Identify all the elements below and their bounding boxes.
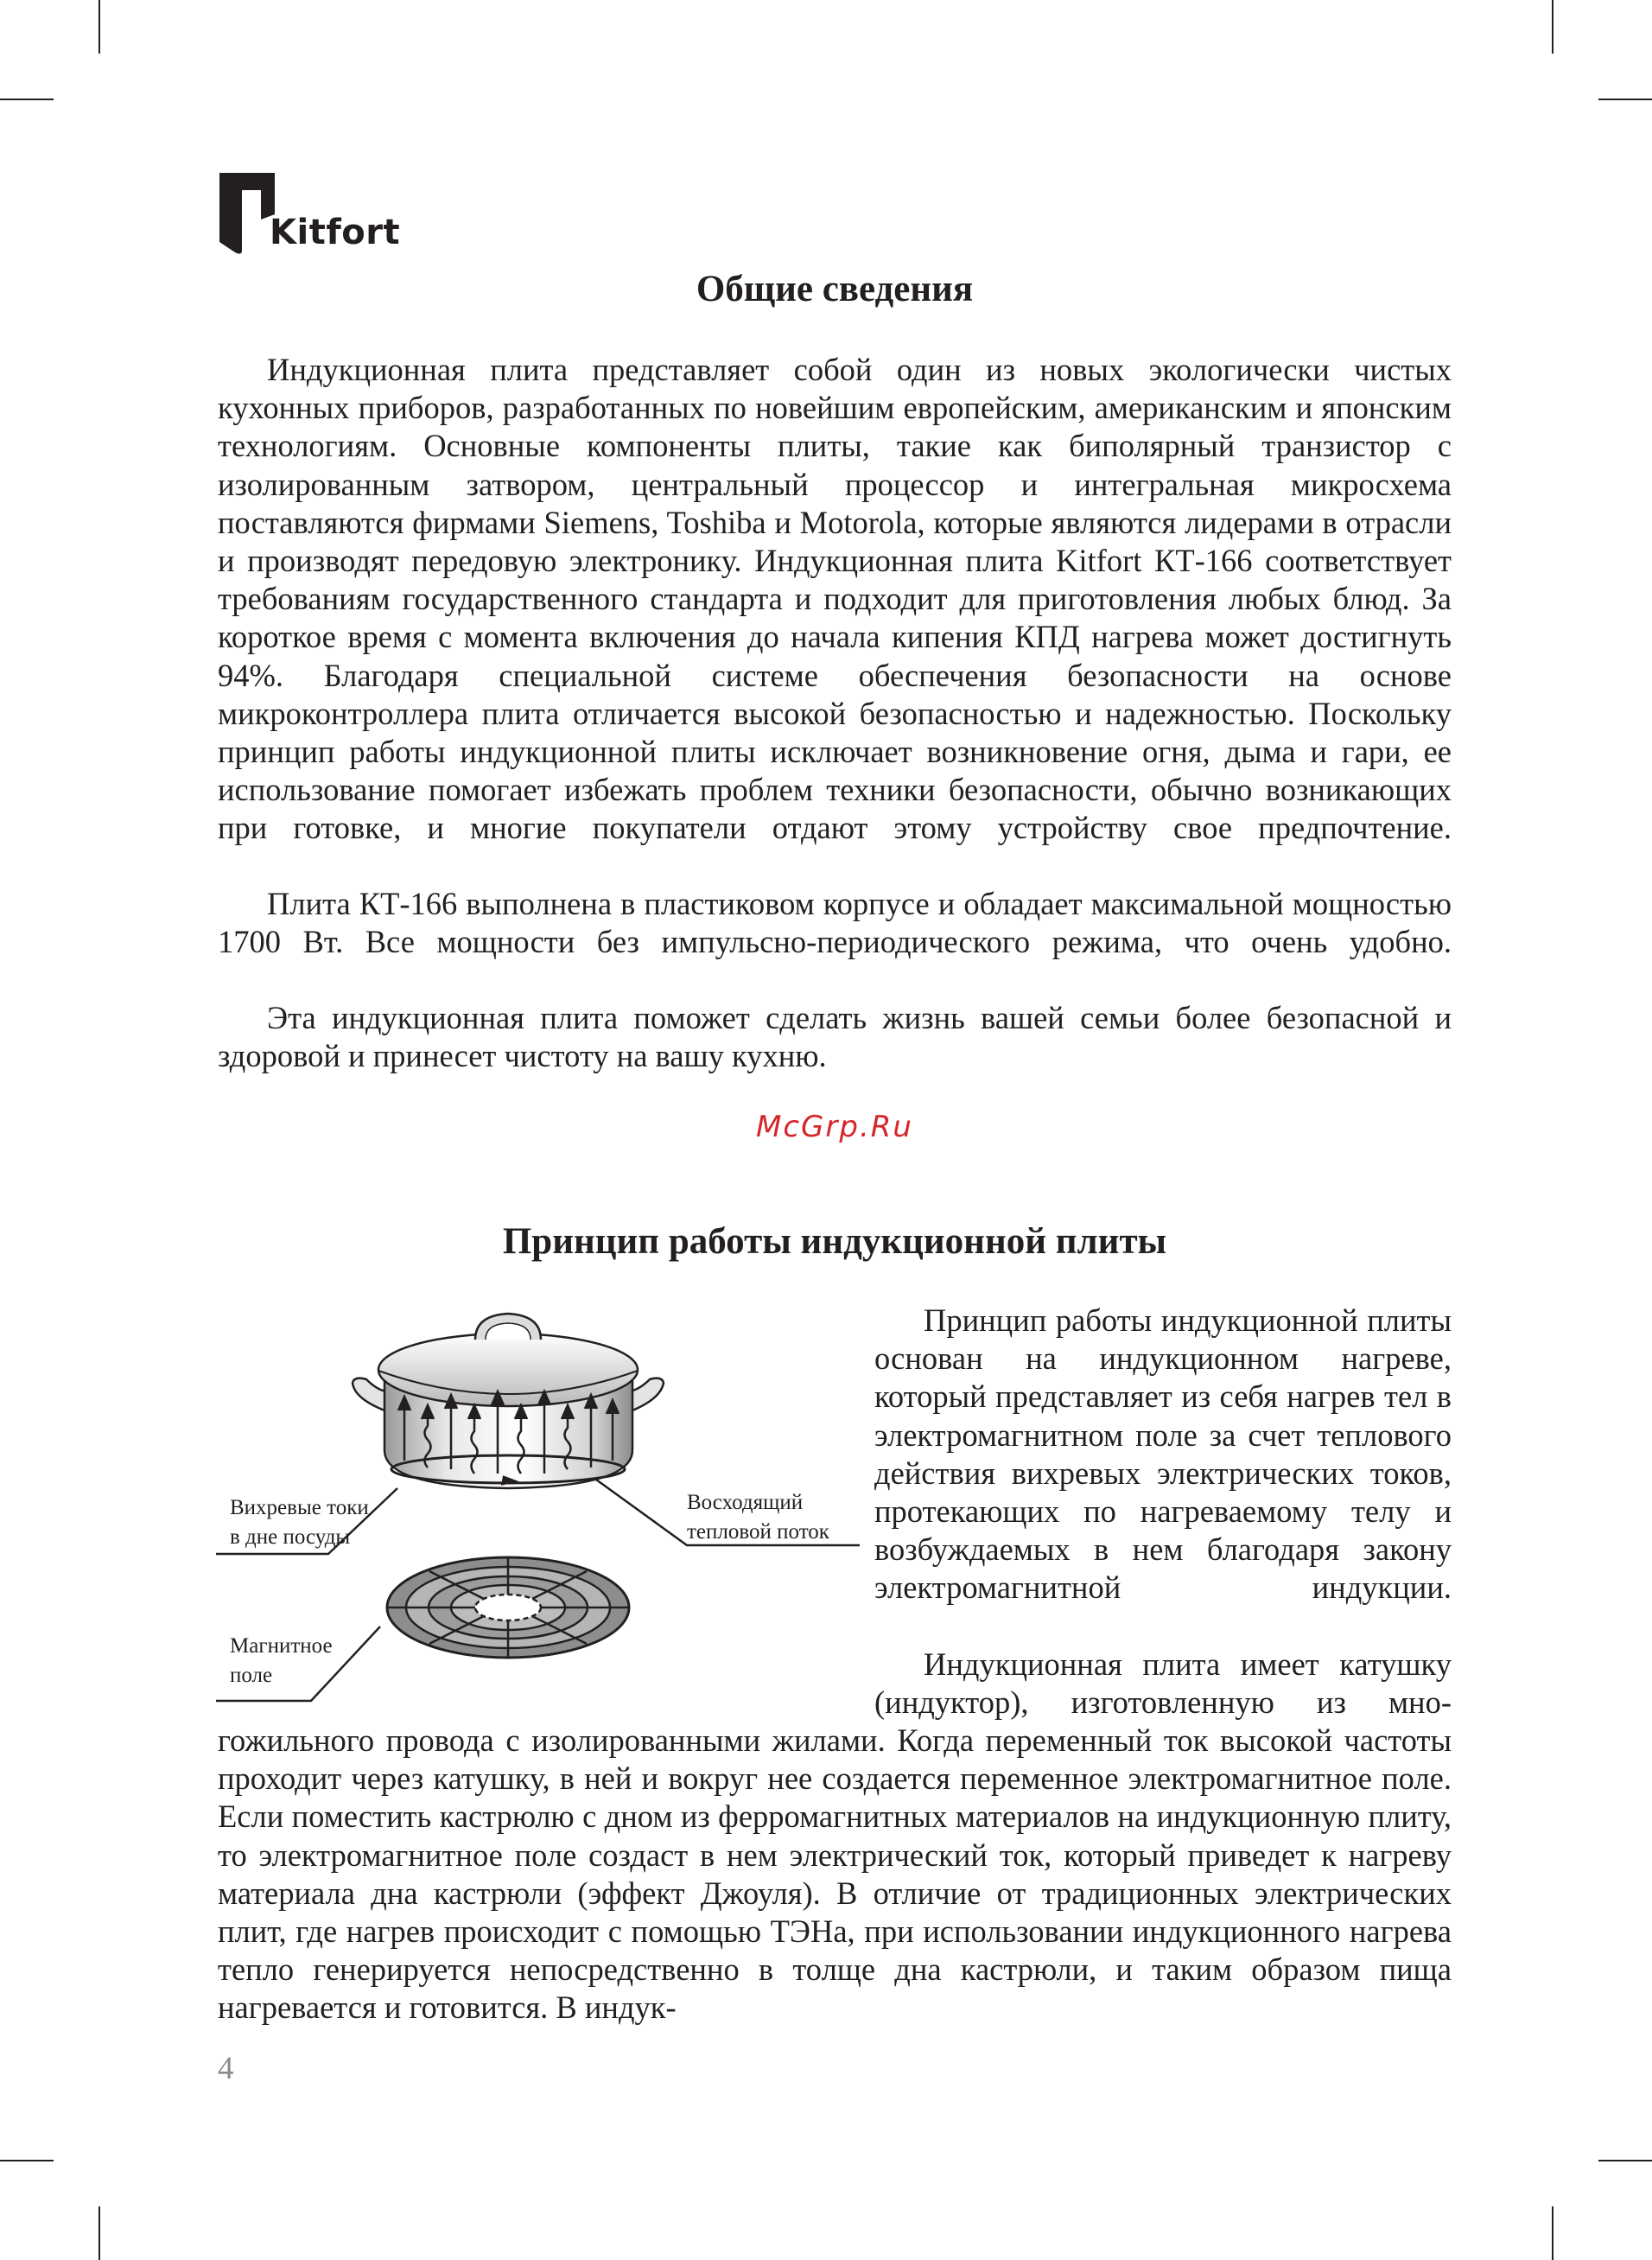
crop-mark bbox=[0, 99, 54, 100]
watermark: McGrp.Ru bbox=[756, 1110, 913, 1144]
figure-label-eddy-1: Вихревые токи bbox=[230, 1496, 369, 1519]
paragraph-principle-2-continued: гожильного провода с изолированными жилами. Когда переменный ток высокой частоты проходит через катушку, в ней и вокруг нее создается переменное электромагнитное поле. Если поместить кастрюлю с дном из ферромагнитных материалов на индукционную плиту, то электромагнитное поле создаст в нем электрический ток, который приведет к нагреву материала дна кастрюли (эффект Джоуля). В отличие от традиционных электрических плит, где нагрев происходит с помощью ТЭНа, при использовании индукционного нагрева тепло генерируется непосредственно в толще дна кастрюли, и таким образом пища нагревается и готовится. В индук- bbox=[218, 1722, 1452, 2026]
figure-label-field-2: поле bbox=[230, 1664, 273, 1687]
paragraph-general-2: Плита КТ-166 выполнена в пластиковом корпусе и обладает максимальной мощностью 1700 Вт. Все мощности без импульсно-периодического режима, что очень удобно. bbox=[218, 886, 1452, 960]
crop-mark bbox=[1598, 99, 1652, 100]
crop-mark bbox=[1598, 2160, 1652, 2161]
paragraph-general-1: Индукционная плита представляет собой один из новых экологически чистых кухонных приборов, разработанных по новейшим европейским, американским и японским технологиям. Основные компоненты плиты, такие как биполярный транзистор с изолированным затвором, центральный процессор и интегральная микросхема поставляются фирмами Siemens, Toshiba и Motorola, которые являются лидерами в отрасли и производят передовую электронику. Индукционная плита Kitfort КТ-166 соответствует требованиям государственного стандарта и подходит для приготовления любых блюд. За короткое время с момента включения до начала кипения КПД нагрева может достигнуть 94%. Благодаря специальной системе обеспечения безопасности на основе микроконтроллера плита отличается высокой безопасностью и надежностью. Поскольку принцип работы индукционной плиты исключает возникновение огня, дыма и гари, ее использование помогает избежать проблем техники безопасности, обычно возникающих при готовке, и многие покупатели отдают этому устройству свое предпочтение. bbox=[218, 352, 1452, 846]
paragraph-principle-1: Принцип работы индукционной плиты основан на индукционном нагреве, который представляет из себя нагрев тел в электромагнитном поле за счет теплового действия вихревых электрических токов, протекающих по нагреваемому телу и возбуждаемых в нем благодаря закону электромагнитной индукции. bbox=[874, 1302, 1452, 1606]
page-number: 4 bbox=[218, 2051, 234, 2086]
pot-handle-right-icon bbox=[629, 1378, 664, 1410]
figure-label-heat-1: Восходящий bbox=[687, 1491, 804, 1514]
brand-name: Kitfort bbox=[270, 213, 401, 252]
figure-label-heat-2: тепловой поток bbox=[687, 1520, 829, 1544]
pot-lid-icon bbox=[378, 1334, 638, 1406]
crop-mark bbox=[98, 2206, 100, 2260]
crop-mark bbox=[0, 2160, 54, 2161]
crop-mark bbox=[1552, 0, 1554, 54]
paragraph-general-3: Эта индукционная плита поможет сделать жизнь вашей семьи более безопасной и здоровой и принесет чистоту на вашу кухню. bbox=[218, 1000, 1452, 1074]
crop-mark bbox=[98, 0, 100, 54]
crop-mark bbox=[1552, 2206, 1554, 2260]
section-title-general: Общие сведения bbox=[696, 269, 974, 309]
pot-handle-left-icon bbox=[353, 1378, 386, 1410]
figure-label-field-1: Магнитное bbox=[230, 1634, 333, 1658]
figure-label-eddy-2: в дне посуды bbox=[230, 1525, 351, 1549]
section-title-principle: Принцип работы индукционной плиты bbox=[502, 1221, 1167, 1262]
paragraph-principle-2-start: Индукционная плита имеет катушку (индуктор), изготовленную из мно- bbox=[874, 1646, 1452, 1721]
